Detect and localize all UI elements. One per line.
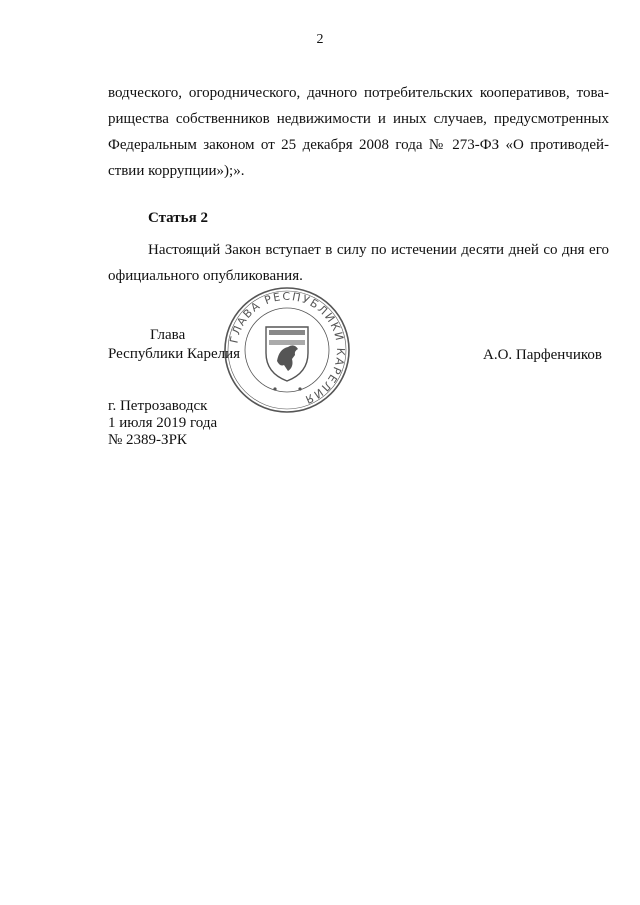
footer-city: г. Петрозаводск — [108, 398, 208, 414]
official-seal — [222, 285, 352, 415]
paragraph-line: рищества собственников недвижимости и иных случаев, предусмотренных — [108, 111, 609, 127]
footer-law-number: № 2389-ЗРК — [108, 432, 187, 448]
continuation-paragraph — [108, 80, 609, 184]
paragraph-line: Настоящий Закон вступает в силу по истечении десяти дней со дня его — [148, 242, 609, 258]
paragraph-line: водческого, огороднического, дачного потребительских кооперативов, това- — [108, 85, 609, 101]
seal-dot — [273, 387, 276, 390]
article-heading: Статья 2 — [148, 210, 208, 226]
paragraph-line: ствии коррупции»);». — [108, 163, 245, 179]
signatory-title: Глава — [150, 327, 186, 343]
signatory-region: Республики Карелия — [108, 346, 241, 362]
seal-ring-text: ГЛАВА РЕСПУБЛИКИ КАРЕЛИЯ — [227, 289, 348, 407]
page-number: 2 — [316, 32, 324, 47]
footer-date: 1 июля 2019 года — [108, 415, 218, 431]
signatory-name: А.О. Парфенчиков — [483, 347, 602, 363]
coat-of-arms-icon — [266, 327, 308, 381]
seal-dot — [298, 387, 301, 390]
paragraph-line: Федеральным законом от 25 декабря 2008 года № 273-ФЗ «О противодей- — [108, 137, 609, 153]
article-paragraph — [108, 237, 609, 289]
paragraph-line: официального опубликования. — [108, 268, 303, 284]
